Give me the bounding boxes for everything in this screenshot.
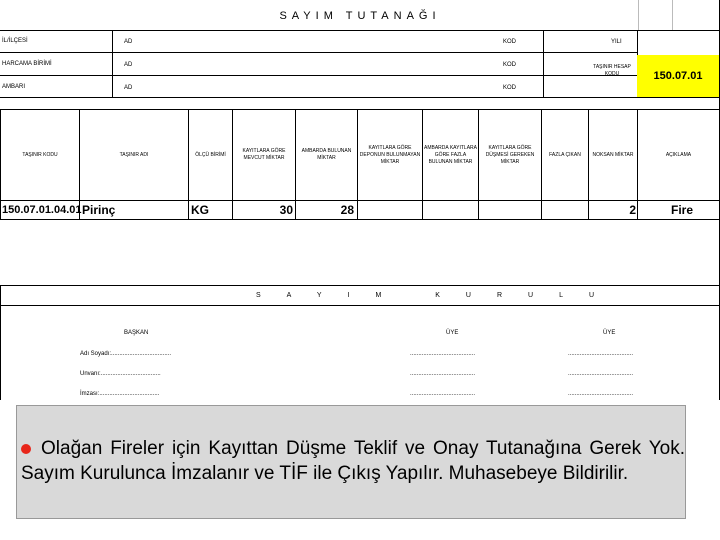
grid-line bbox=[0, 30, 720, 31]
note-text bbox=[21, 436, 685, 486]
grid-line bbox=[0, 200, 720, 201]
member1-signature-dots: ....................................... bbox=[410, 391, 476, 397]
col-header-unit: ÖLÇÜ BİRİMİ bbox=[195, 151, 226, 158]
depot-value: AD bbox=[124, 85, 133, 91]
col-header-shortage: NOKSAN MİKTAR bbox=[592, 151, 634, 158]
province-value: AD bbox=[124, 39, 133, 45]
chair-signature-field: İmzası:.................................... bbox=[80, 391, 160, 397]
row-found: 28 bbox=[340, 203, 354, 217]
row-name: Pirinç bbox=[82, 203, 116, 217]
role-member-2: ÜYE bbox=[603, 330, 616, 336]
grid-line bbox=[0, 97, 720, 98]
grid-line bbox=[638, 0, 639, 30]
col-header-found: AMBARDA BULUNAN MİKTAR bbox=[301, 148, 352, 161]
col-header-excess: AMBARDA KAYITLARA GÖRE FAZLA BULUNAN MİKTAR bbox=[424, 144, 477, 165]
province-code-label: KOD bbox=[503, 39, 517, 45]
grid-line bbox=[0, 75, 637, 76]
chair-title-field: Unvanı:.................................... bbox=[80, 371, 161, 377]
col-header-surplus: FAZLA ÇIKAN bbox=[549, 151, 581, 158]
grid-line bbox=[112, 30, 113, 97]
member2-title-dots: ....................................... bbox=[568, 371, 634, 377]
report-title: SAYIM TUTANAĞI bbox=[279, 10, 441, 22]
chair-name-field: Adı Soyadı:.................................... bbox=[80, 351, 172, 357]
grid-line bbox=[0, 52, 637, 53]
member1-title-dots: ....................................... bbox=[410, 371, 476, 377]
grid-line bbox=[295, 109, 296, 219]
grid-line bbox=[232, 109, 233, 219]
note-content: Olağan Fireler için Kayıttan Düşme Teklif ve Onay Tutanağına Gerek Yok. Sayım Kurulunca İmzalanır ve TİF ile Çıkış Yapılır. Muhasebeye Bildirilir. bbox=[21, 438, 685, 484]
row-unit: KG bbox=[191, 203, 209, 217]
bullet-icon bbox=[21, 444, 31, 454]
grid-line bbox=[588, 109, 589, 219]
grid-line bbox=[0, 305, 720, 306]
col-header-to-deduct: KAYITLARA GÖRE DÜŞMESİ GEREKEN MİKTAR bbox=[485, 144, 535, 165]
member2-name-dots: ....................................... bbox=[568, 351, 634, 357]
account-code-cell bbox=[637, 55, 719, 97]
unit-label: HARCAMA BİRİMİ bbox=[2, 61, 52, 67]
row-note: Fire bbox=[671, 203, 694, 217]
account-code-label: TAŞINIR HESAP KODU bbox=[593, 64, 631, 77]
grid-line bbox=[0, 285, 1, 400]
role-chair: BAŞKAN bbox=[124, 330, 149, 336]
depot-label: AMBARI bbox=[2, 84, 26, 90]
province-label: İL/İLÇESİ bbox=[2, 38, 28, 44]
role-member-1: ÜYE bbox=[446, 330, 459, 336]
row-recorded: 30 bbox=[279, 203, 293, 217]
grid-line bbox=[0, 219, 720, 220]
committee-title: SAYIM KURULU bbox=[256, 292, 621, 299]
grid-line bbox=[543, 30, 544, 97]
grid-line bbox=[478, 109, 479, 219]
grid-line bbox=[422, 109, 423, 219]
depot-code-label: KOD bbox=[503, 85, 517, 91]
grid-line bbox=[672, 0, 673, 30]
col-header-code: TAŞINIR KODU bbox=[22, 151, 58, 158]
unit-code-label: KOD bbox=[503, 62, 517, 68]
grid-line bbox=[0, 285, 720, 286]
year-label: YILI bbox=[611, 39, 622, 45]
col-header-description: AÇIKLAMA bbox=[665, 151, 692, 158]
note-box bbox=[16, 405, 686, 519]
grid-line bbox=[357, 109, 358, 219]
grid-line bbox=[637, 109, 638, 219]
unit-value: AD bbox=[124, 62, 133, 68]
member2-signature-dots: ....................................... bbox=[568, 391, 634, 397]
grid-line bbox=[0, 109, 720, 110]
col-header-recorded: KAYITLARA GÖRE MEVCUT MİKTAR bbox=[242, 148, 286, 161]
grid-line bbox=[541, 109, 542, 219]
col-header-name: TAŞINIR ADI bbox=[119, 151, 149, 158]
col-header-missing-recorded: KAYITLARA GÖRE DEPONUN BULUNMAYAN MİKTAR bbox=[359, 144, 421, 165]
row-code: 150.07.01.04.01 bbox=[2, 204, 82, 216]
grid-line bbox=[0, 109, 1, 219]
grid-line bbox=[188, 109, 189, 219]
member1-name-dots: ....................................... bbox=[410, 351, 476, 357]
account-code: 150.07.01 bbox=[653, 70, 703, 82]
row-shortage: 2 bbox=[629, 203, 636, 217]
